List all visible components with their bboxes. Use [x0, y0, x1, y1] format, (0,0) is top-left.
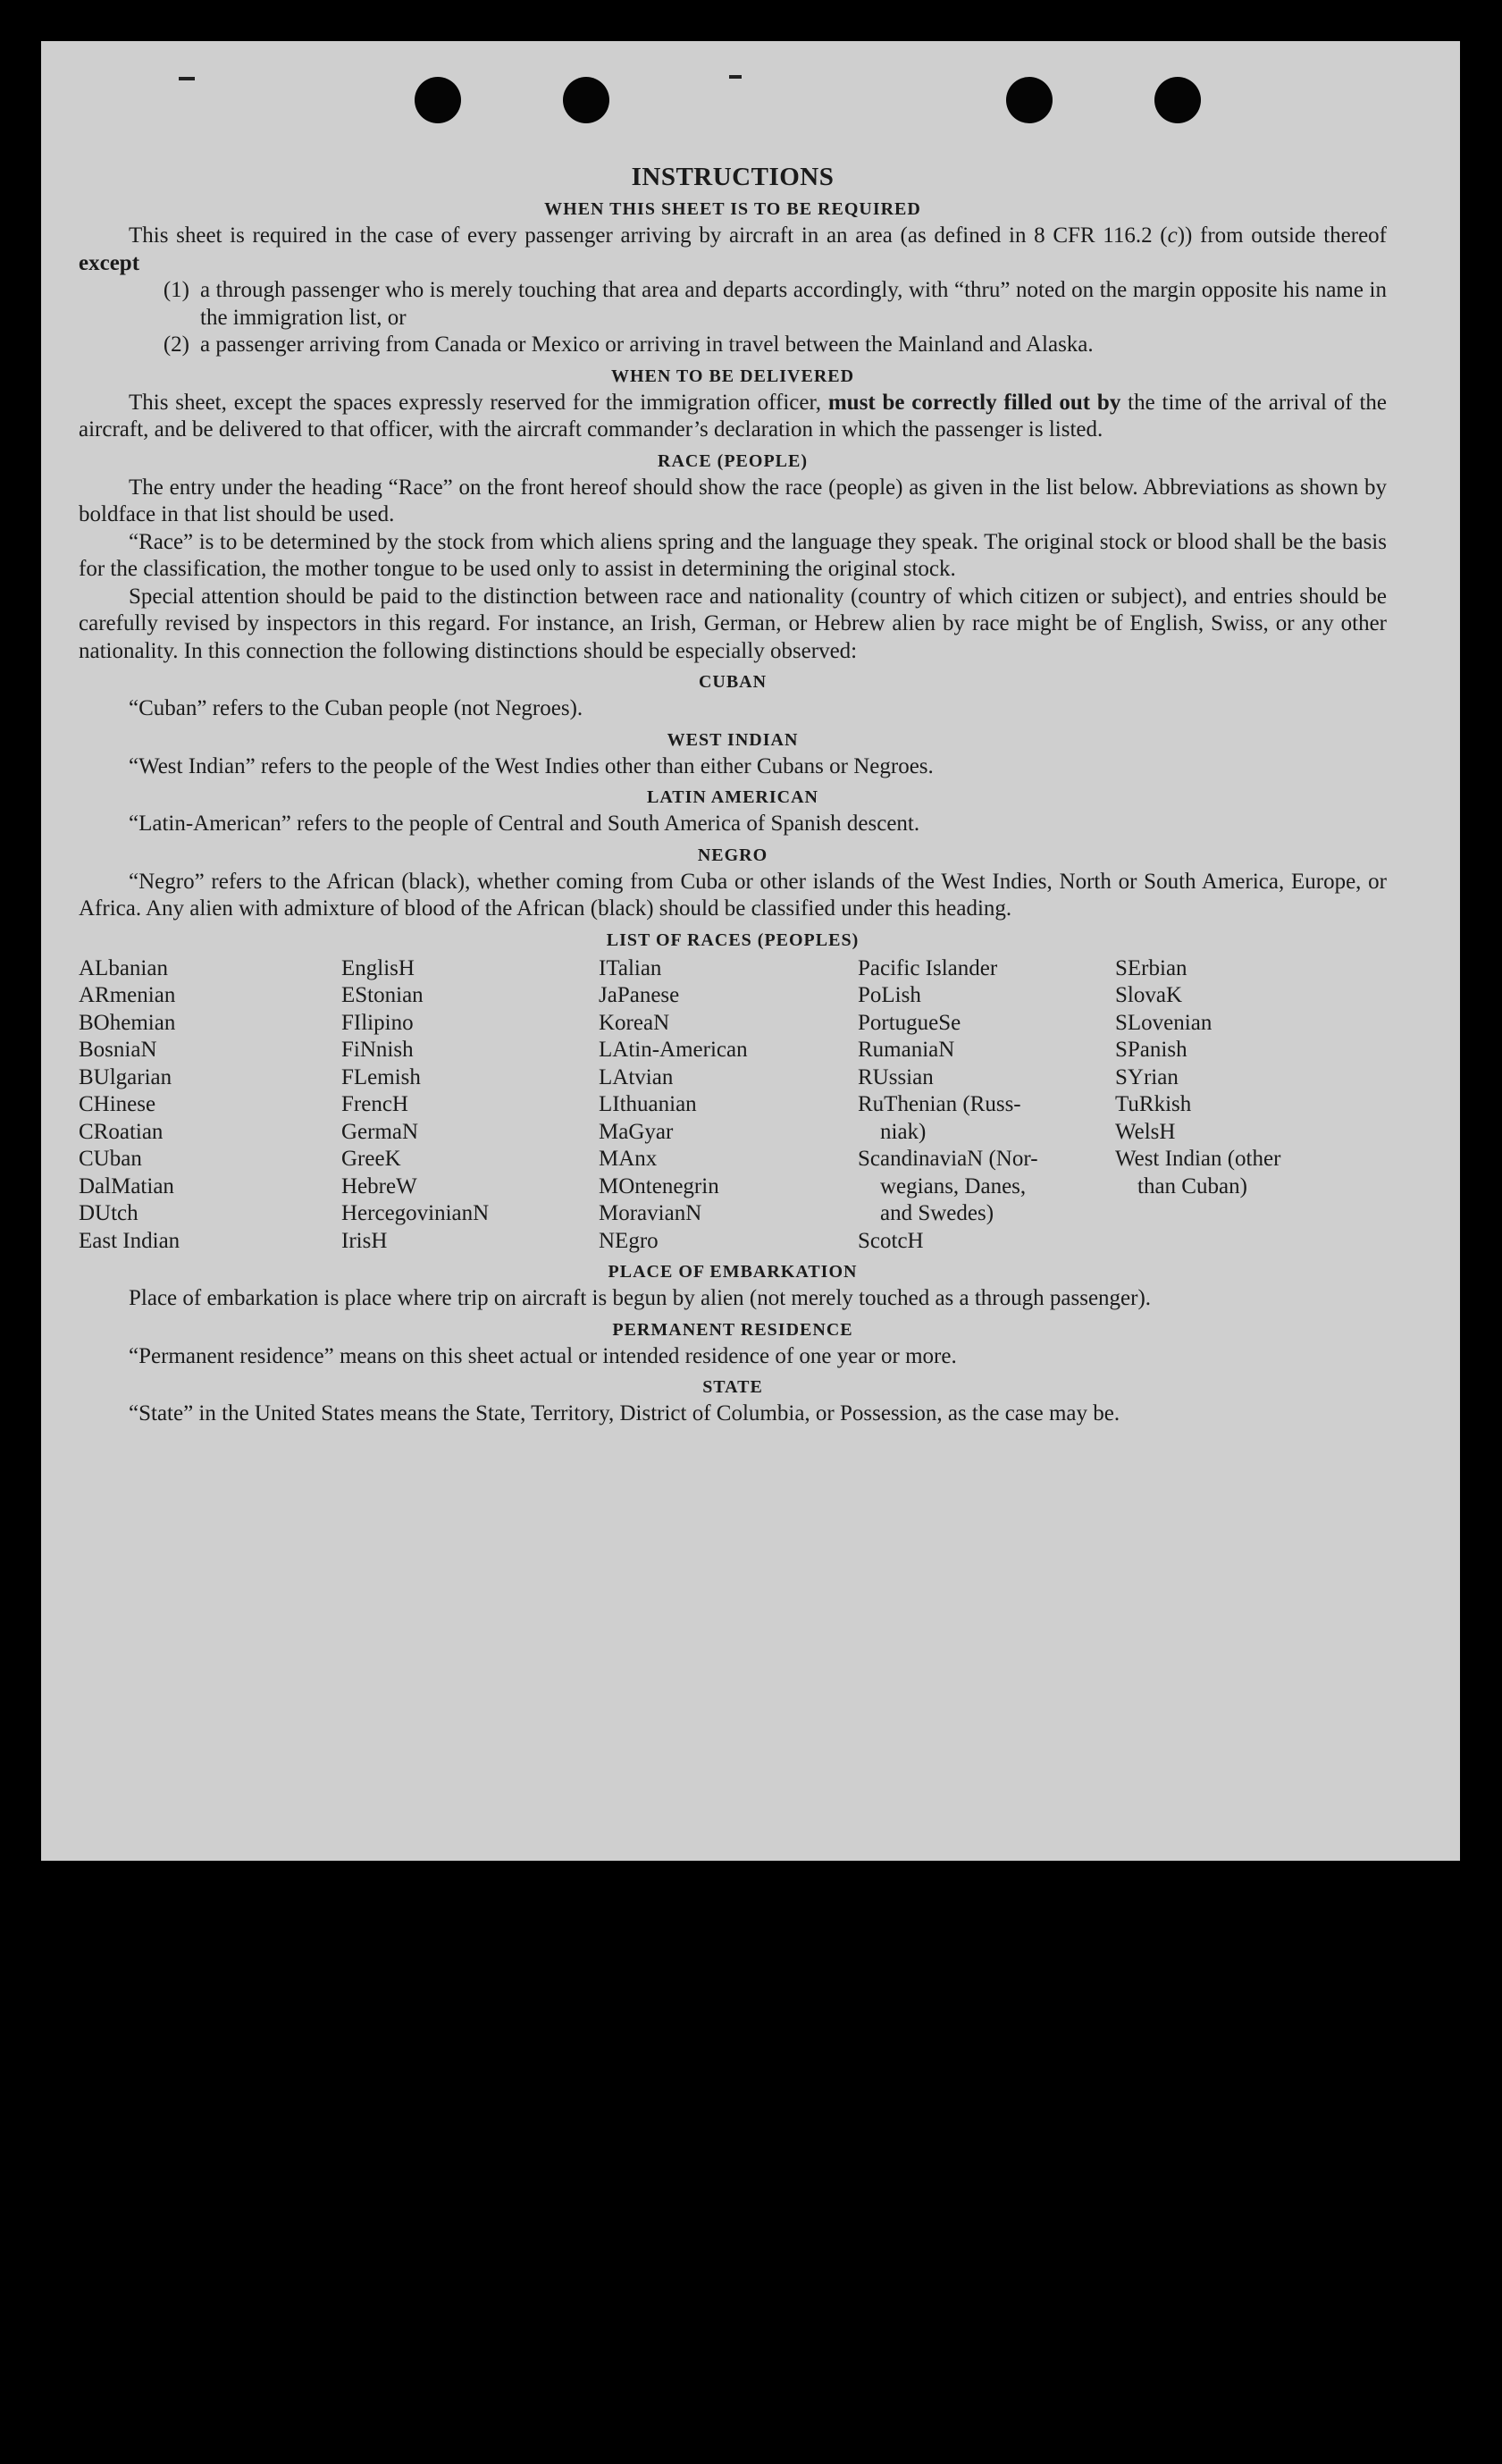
delivered-text: This sheet, except the spaces expressly reserved for the immigration officer, must be correctly filled out by the time of the arrival of the aircraft, and be delivered to that officer, with the aircraft commander’s declaration in which the passenger is listed.	[79, 390, 1387, 442]
race-entry: FLemish	[341, 1064, 421, 1089]
race-entry: SYrian	[1115, 1064, 1179, 1089]
punch-hole	[563, 77, 609, 123]
west-indian-text: “West Indian” refers to the people of the West Indies other than either Cubans or Negroes.	[129, 753, 934, 778]
exception-item: (2) a passenger arriving from Canada or Mexico or arriving in travel between the Mainland and Alaska.	[163, 332, 1094, 357]
races-column	[1115, 955, 1383, 1256]
races-table	[79, 955, 1387, 1256]
race-paragraph: “Race” is to be determined by the stock from which aliens spring and the language they speak. The original stock or blood shall be the basis for the classification, the mother tongue to be used only to assist in determining the original stock.	[79, 529, 1387, 581]
race-entry: GermaN	[341, 1119, 419, 1144]
section-heading: RACE (PEOPLE)	[658, 450, 808, 471]
race-entry: FIlipino	[341, 1010, 414, 1035]
race-entry: BUlgarian	[79, 1064, 172, 1089]
race-entry: TuRkish	[1115, 1092, 1192, 1116]
required-intro: This sheet is required in the case of every passenger arriving by aircraft in an area (as defined in 8 CFR 116.2 (c)) from outside thereof except	[79, 223, 1387, 275]
race-entry: JaPanese	[599, 983, 680, 1007]
section-heading: WEST INDIAN	[667, 729, 799, 750]
races-column	[79, 955, 341, 1256]
section-heading: WHEN THIS SHEET IS TO BE REQUIRED	[544, 199, 921, 219]
scan-speck	[729, 75, 742, 79]
races-column	[858, 955, 1115, 1256]
race-entry: NEgro	[599, 1228, 659, 1253]
race-entry: ScandinaviaN (Nor-	[858, 1147, 1038, 1171]
race-paragraph: Special attention should be paid to the distinction between race and nationality (country of which citizen or subject), and entries should be carefully revised by inspectors in this regard. For instance, an Irish, German, or Hebrew alien by race might be of English, Swiss, or any other nationality. In this connection the following distinctions should be especially observed:	[79, 584, 1387, 663]
section-heading: PLACE OF EMBARKATION	[608, 1262, 858, 1282]
races-column	[341, 955, 599, 1256]
race-entry: East Indian	[79, 1228, 180, 1253]
race-entry: DalMatian	[79, 1173, 174, 1198]
race-entry: DUtch	[79, 1201, 138, 1225]
race-entry: and Swedes)	[858, 1201, 994, 1225]
negro-text: “Negro” refers to the African (black), whether coming from Cuba or other islands of the West Indies, North or South America, Europe, or Africa. Any alien with admixture of blood of the African (black) should be classified under this heading.	[79, 869, 1387, 921]
race-entry: EStonian	[341, 983, 424, 1007]
race-entry: HercegovinianN	[341, 1201, 490, 1225]
race-entry: SLovenian	[1115, 1010, 1213, 1035]
embarkation-text: Place of embarkation is place where trip on aircraft is begun by alien (not merely touched as a through passenger).	[129, 1286, 1152, 1310]
race-entry: CHinese	[79, 1092, 156, 1116]
race-entry: SPanish	[1115, 1038, 1187, 1062]
section-heading: LATIN AMERICAN	[647, 787, 818, 807]
race-entry: MAnx	[599, 1147, 658, 1171]
race-entry: SlovaK	[1115, 983, 1182, 1007]
exception-item: (1) a through passenger who is merely touching that area and departs accordingly, with “thru” noted on the margin opposite his name in the immigration list, or	[163, 278, 1387, 330]
residence-text: “Permanent residence” means on this sheet actual or intended residence of one year or more.	[129, 1343, 957, 1368]
races-column	[599, 955, 858, 1256]
instructions-body	[79, 162, 1387, 1428]
page-title: INSTRUCTIONS	[631, 163, 835, 191]
race-entry: SErbian	[1115, 955, 1187, 980]
latin-american-text: “Latin-American” refers to the people of Central and South America of Spanish descent.	[129, 812, 920, 836]
race-paragraph: The entry under the heading “Race” on the front hereof should show the race (people) as given in the list below. Abbreviations as shown by boldface in that list should be used.	[79, 475, 1387, 526]
race-entry: LAtin-American	[599, 1038, 748, 1062]
race-entry: BOhemian	[79, 1010, 176, 1035]
race-entry: LAtvian	[599, 1064, 674, 1089]
race-entry: KoreaN	[599, 1010, 670, 1035]
punch-hole	[415, 77, 461, 123]
race-entry: MoravianN	[599, 1201, 702, 1225]
race-entry: PoLish	[858, 983, 921, 1007]
section-heading: LIST OF RACES (PEOPLES)	[606, 929, 860, 950]
race-entry: ITalian	[599, 955, 662, 980]
race-entry: WelsH	[1115, 1119, 1176, 1144]
race-entry: Pacific Islander	[858, 955, 998, 980]
race-entry: HebreW	[341, 1173, 417, 1198]
section-heading: NEGRO	[697, 845, 768, 865]
race-entry: niak)	[858, 1119, 927, 1144]
race-entry: MaGyar	[599, 1119, 674, 1144]
section-heading: WHEN TO BE DELIVERED	[610, 366, 855, 386]
race-entry: than Cuban)	[1115, 1173, 1247, 1198]
race-entry: EnglisH	[341, 955, 415, 980]
race-entry: ScotcH	[858, 1228, 924, 1253]
race-entry: GreeK	[341, 1147, 401, 1171]
race-entry: LIthuanian	[599, 1092, 697, 1116]
scan-speck	[179, 77, 195, 80]
race-entry: FiNnish	[341, 1038, 414, 1062]
race-entry: ARmenian	[79, 983, 176, 1007]
race-entry: West Indian (other	[1115, 1147, 1281, 1171]
cuban-text: “Cuban” refers to the Cuban people (not Negroes).	[129, 696, 583, 720]
race-entry: RuThenian (Russ-	[858, 1092, 1021, 1116]
section-heading: PERMANENT RESIDENCE	[612, 1319, 853, 1340]
section-heading: STATE	[702, 1377, 763, 1397]
race-entry: FrencH	[341, 1092, 408, 1116]
section-heading: CUBAN	[698, 672, 768, 692]
race-entry: MOntenegrin	[599, 1173, 719, 1198]
race-entry: CUban	[79, 1147, 142, 1171]
punch-hole	[1006, 77, 1053, 123]
race-entry: IrisH	[341, 1228, 388, 1253]
race-entry: wegians, Danes,	[858, 1173, 1027, 1198]
race-entry: RumaniaN	[858, 1038, 955, 1062]
race-entry: ALbanian	[79, 955, 168, 980]
punch-hole	[1154, 77, 1201, 123]
race-entry: BosniaN	[79, 1038, 157, 1062]
document-page	[41, 41, 1460, 1861]
state-text: “State” in the United States means the State, Territory, District of Columbia, or Possession, as the case may be.	[129, 1401, 1120, 1425]
race-entry: RUssian	[858, 1064, 934, 1089]
race-entry: CRoatian	[79, 1119, 164, 1144]
race-entry: PortugueSe	[858, 1010, 961, 1035]
